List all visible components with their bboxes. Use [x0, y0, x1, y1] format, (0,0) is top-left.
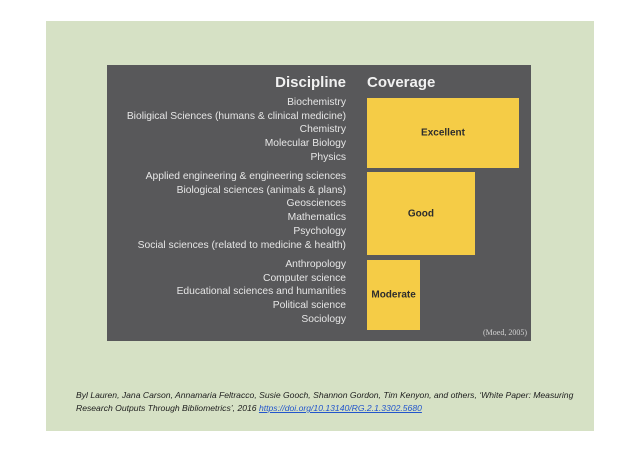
discipline-label-excellent: Molecular Biology — [264, 138, 346, 150]
citation — [76, 389, 576, 415]
coverage-header: Coverage — [367, 74, 436, 91]
doi-link[interactable]: https://doi.org/10.13140/RG.2.1.3302.5680 — [258, 403, 422, 413]
discipline-label-good: Applied engineering & engineering sciences — [145, 171, 346, 182]
discipline-label-excellent: Physics — [310, 151, 346, 163]
discipline-header: Discipline — [275, 74, 346, 91]
discipline-label-moderate: Educational sciences and humanities — [176, 286, 346, 298]
source-note: (Moed, 2005) — [483, 328, 527, 337]
discipline-label-moderate: Sociology — [301, 313, 346, 325]
discipline-label-excellent: Chemistry — [299, 124, 346, 136]
discipline-label-good: Mathematics — [287, 212, 346, 224]
discipline-label-good: Psychology — [293, 225, 346, 237]
discipline-label-moderate: Computer science — [263, 272, 346, 284]
citation-text: Byl Lauren, Jana Carson, Annamaria Feltracco, Susie Gooch, Shannon Gordon, Tim Kenyon, and others, ‘White Paper: Measuring Research Outputs Through Bibliometrics’, 2016 — [76, 390, 574, 413]
discipline-label-good: Biological sciences (animals & plans) — [176, 184, 346, 196]
discipline-label-moderate: Anthropology — [285, 259, 346, 270]
coverage-label-moderate: Moderate — [371, 289, 416, 301]
coverage-chart — [107, 65, 531, 341]
discipline-label-excellent: Biochemistry — [287, 97, 346, 108]
coverage-label-excellent: Excellent — [421, 127, 465, 139]
discipline-label-good: Social sciences (related to medicine & health) — [137, 239, 346, 251]
coverage-label-good: Good — [407, 208, 435, 220]
discipline-label-good: Geosciences — [286, 198, 346, 210]
discipline-label-excellent: Bioligical Sciences (humans & clinical medicine) — [126, 110, 346, 122]
discipline-label-moderate: Political science — [272, 300, 346, 312]
